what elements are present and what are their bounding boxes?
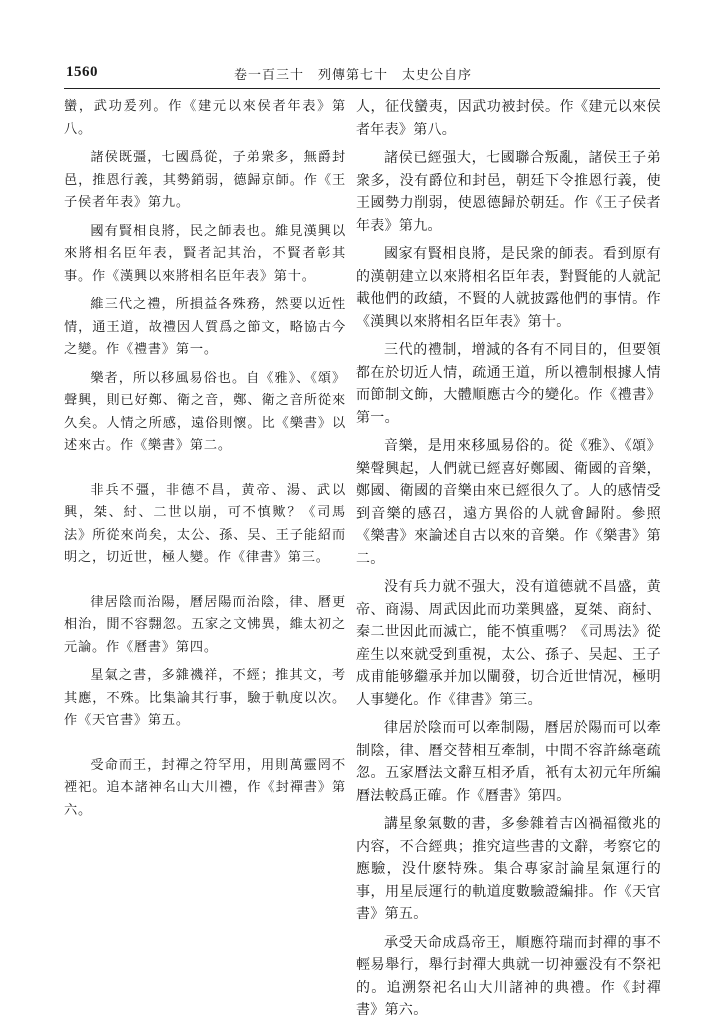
paragraph-gap	[64, 576, 346, 592]
header-rule	[64, 88, 660, 89]
classical-text-column	[64, 96, 346, 828]
translation-column	[356, 96, 661, 1028]
classical-paragraph: 受命而王，封禪之符罕用，用則萬靈罔不禋祀。追本諸神名山大川禮，作《封禪書》第六。	[64, 757, 346, 818]
classical-paragraph: 樂者，所以移風易俗也。自《雅》、《頌》聲興，則已好鄭、衛之音，鄭、衛之音所從來久矣。人情之所感，遠俗則懷。比《樂書》以述來古。作《樂書》第二。	[64, 370, 346, 453]
translation-paragraph: 講星象氣數的書，多參雜着吉凶禍福徵兆的内容，不合經典；推究這些書的文辭，考察它的應驗，没什麽特殊。集合專家討論星氣運行的事，用星辰運行的軌道度數驗證編排。作《天官書》第五。	[356, 816, 661, 922]
running-title: 卷一百三十 列傳第七十 太史公自序	[234, 68, 473, 83]
classical-paragraph: 星氣之書，多雜禨祥，不經；推其文，考其應，不殊。比集論其行事，驗于軌度以次。作《天官書》第五。	[64, 668, 346, 728]
translation-paragraph: 音樂，是用來移風易俗的。從《雅》、《頌》樂聲興起，人們就已經喜好鄭國、衛國的音樂，鄭國、衛國的音樂由來已經很久了。人的感情受到音樂的感召，遠方異俗的人就會歸附。參照《樂書》來論述自古以來的音樂。作《樂書》第二。	[356, 438, 661, 567]
translation-paragraph: 人，征伐蠻夷，因武功被封侯。作《建元以來侯者年表》第八。	[356, 99, 661, 138]
classical-paragraph: 非兵不彊，非德不昌，黄帝、湯、武以興，桀、紂、二世以崩，可不慎歟？《司馬法》所從來尚矣，太公、孫、吴、王子能紹而明之，切近世，極人變。作《律書》第三。	[64, 482, 346, 565]
translation-paragraph: 三代的禮制，增減的各有不同目的，但要領都在於切近人情，疏通王道，所以禮制根據人情而節制文飾，大體順應古今的變化。作《禮書》第一。	[356, 342, 661, 426]
classical-paragraph: 蠻，武功爰列。作《建元以來侯者年表》第八。	[64, 99, 346, 137]
classical-paragraph: 國有賢相良將，民之師表也。維見漢興以來將相名臣年表，賢者記其治，不賢者彰其事。作《漢興以來將相名臣年表》第十。	[64, 223, 346, 284]
translation-paragraph: 諸侯已經强大，七國聯合叛亂，諸侯王子弟衆多，没有爵位和封邑，朝廷下令推恩行義，使王國勢力削弱，使恩德歸於朝廷。作《王子侯者年表》第九。	[356, 150, 661, 234]
paragraph-gap	[64, 464, 346, 480]
classical-paragraph: 律居陰而治陽，曆居陽而治陰，律、曆更相治，閒不容翲忽。五家之文怫異，維太初之元論。作《曆書》第四。	[64, 594, 346, 655]
page-number: 1560	[66, 64, 98, 80]
translation-paragraph: 没有兵力就不强大，没有道德就不昌盛，黄帝、商湯、周武因此而功業興盛，夏桀、商紂、秦二世因此而滅亡，能不慎重嗎？《司馬法》從産生以來就受到重視，太公、孫子、吴起、王子成甫能够繼承并加以闡發，切合近世情况，極明人事變化。作《律書》第三。	[356, 579, 661, 708]
classical-paragraph: 維三代之禮，所損益各殊務，然要以近性情，通王道，故禮因人質爲之節文，略協古今之變。作《禮書》第一。	[64, 297, 346, 357]
paragraph-gap	[64, 739, 346, 755]
classical-paragraph: 諸侯既彊，七國爲從，子弟衆多，無爵封邑，推恩行義，其勢銷弱，德歸京師。作《王子侯者年表》第九。	[64, 150, 346, 210]
translation-paragraph: 承受天命成爲帝王，順應符瑞而封禪的事不輕易舉行，舉行封禪大典就一切神靈没有不祭祀的。追溯祭祀名山大川諸神的典禮。作《封禪書》第六。	[356, 934, 661, 1018]
page-header	[64, 62, 660, 84]
translation-paragraph: 律居於陰而可以牽制陽，曆居於陽而可以牽制陰，律、曆交替相互牽制，中間不容許絲毫疏忽。五家曆法文辭互相矛盾，衹有太初元年所編曆法較爲正確。作《曆書》第四。	[356, 720, 661, 804]
translation-paragraph: 國家有賢相良將，是民衆的師表。看到原有的漢朝建立以來將相名臣年表，對賢能的人就記載他們的政績，不賢的人就披露他們的事情。作《漢興以來將相名臣年表》第十。	[356, 246, 661, 330]
